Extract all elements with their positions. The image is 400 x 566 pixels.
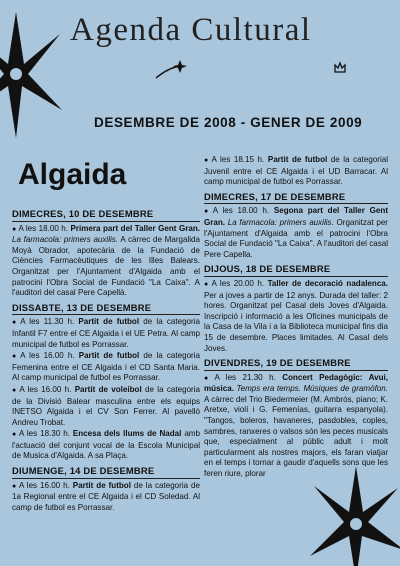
section-divendres-19 <box>204 358 388 480</box>
event-item: ● A les 18.15 h. Partit de futbol de la categorial Juvenil entre el CE Algaida i el UD Barracar. Al camp municipal de futbol es Porrassar. <box>204 155 389 187</box>
section-dissabte-13 <box>12 303 200 462</box>
section-heading: DIVENDRES, 19 DE DESEMBRE <box>204 358 388 371</box>
section-heading: DIMECRES, 10 DE DESEMBRE <box>12 209 200 222</box>
section-heading: DIJOUS, 18 DE DESEMBRE <box>204 264 388 277</box>
section-diumenge-14 <box>12 466 200 513</box>
section-dimecres-17 <box>204 192 388 261</box>
town-name: Algaida <box>18 158 127 191</box>
event-item: ● A les 16.00 h. Partit de voleibol de la categoria de la Divisió Balear masculina entre els equips INETSO Algaida i el CV Son Ferrer. Al pavelló Andreu Trobat. <box>12 384 200 427</box>
event-item: ● A les 16.00 h. Partit de futbol de la categoria Femenina entre el CE Algaida i el CD Santa Maria. Al camp municipal de futbol es Porrassar. <box>12 351 200 383</box>
event-item: ● A les 20.00 h. Taller de decoració nadalenca. Per a joves a partir de 12 anys. Durada del taller: 2 hores. Organitzat pel Casal dels Joves d'Algaida. Inscripció i informació a les Oficines municipals de la Casa de la Vila i a la Biblioteca municipal fins dia 15 de desembre. Places limitades. Al Casal dels Joves. <box>204 278 389 353</box>
section-heading: DIMECRES, 17 DE DESEMBRE <box>204 192 388 205</box>
event-item: ● A les 11.30 h. Partit de futbol de la categoria Infantil F7 entre el CE Algaida i el UE Petra. Al camp municipal de futbol es Porrassar. <box>12 317 200 349</box>
event-item: ● A les 18.00 h. Primera part del Taller Gent Gran. La farmacola: primers auxilis. A càrrec de Margalida Moyà Obrador, apotecària de la Fundació de Ciències Farmacèutiques de les Illes Balears. Organitzat per l'Ajuntament d'Algaida amb el patrocini l'Obra Social de Fundació "La Caixa". A l'auditori del casal Pere Capellà. <box>12 223 200 298</box>
section-dijous-18 <box>204 264 388 354</box>
left-column <box>12 209 200 514</box>
section-heading: DIUMENGE, 14 DE DESEMBRE <box>12 466 200 479</box>
date-range: DESEMBRE DE 2008 - GENER DE 2009 <box>94 115 363 130</box>
event-item: ● A les 16.00 h. Partit de futbol de la categoria de 1a Regional entre el CE Algaida i el CD Soledad. Al camp de futbol es Porrassar. <box>12 480 200 512</box>
section-dimecres-10 <box>12 209 200 299</box>
shooting-star-icon <box>154 58 188 80</box>
crown-icon <box>333 60 347 74</box>
right-column <box>204 155 388 481</box>
page-title: Agenda Cultural <box>70 12 312 48</box>
event-item: ● A les 21.30 h. Concert Pedagògic: Avui, música. Temps era temps. Músiques de gramòfon. A càrrec del Trio Biedermeier (M. Ambrós, piano; K. Aretxe, violí i G. Femenías, guitarra espanyola). "Tangos, boleros, havaneres, pasdobles, coples, sambres, ranxeres o valsos són les peces musicals que, especialment al públic adult i molt particularment als nostres majors, els faran viatjar en el temps i tornar a gaudir d'aquells sons que les feren riure, plorar <box>204 372 388 479</box>
section-heading: DISSABTE, 13 DE DESEMBRE <box>12 303 200 316</box>
event-item: ● A les 18.00 h. Segona part del Taller Gent Gran. La farmacola: primers auxilis. Organitzat per l'Ajuntament d'Algaida amb el patrocini l'Obra Social de Fundació "La Caixa". A l'auditori del casal Pere Capella. <box>204 206 389 259</box>
event-item: ● A les 18.30 h. Encesa dels llums de Nadal amb l'actuació del conjunt vocal de la Escola Municipal de Musica d'Algaida. A sa Plaça. <box>12 429 200 461</box>
snowflake-top-left-icon <box>0 4 62 144</box>
section-continued <box>204 155 388 188</box>
